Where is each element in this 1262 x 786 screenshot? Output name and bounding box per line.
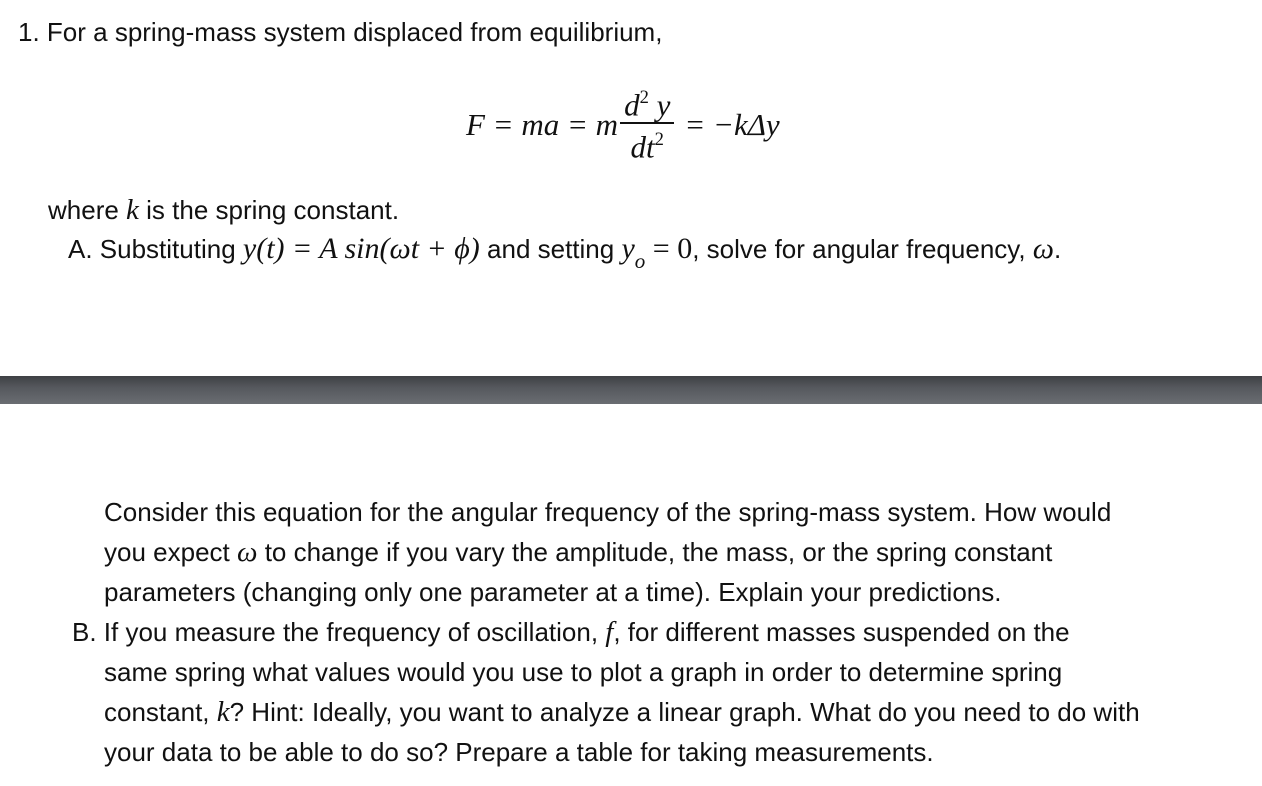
omega-symbol: ω <box>1032 232 1054 265</box>
initial-position-symbol: $y_o = 0$ <box>621 232 693 274</box>
frequency-symbol: f <box>605 616 614 648</box>
item-b-line: your data to be able to do so? Prepare a table for taking measurements. <box>104 737 934 767</box>
fraction-numerator: $d^2$ y <box>624 86 671 122</box>
question-heading: 1. For a spring-mass system displaced from equilibrium, <box>18 17 663 47</box>
consider-line: parameters (changing only one parameter at a time). Explain your predictions. <box>104 577 1002 607</box>
spring-constant-symbol: k <box>216 696 230 728</box>
item-b <box>72 612 1252 772</box>
fraction-denominator: $dt^2$ <box>630 129 664 165</box>
item-a: A. Substituting y(t) = A sin(ωt + ϕ) and setting $y_o = 0$, solve for angular frequency, ω. <box>68 232 1062 274</box>
consider-line: you expect ω to change if you vary the amplitude, the mass, or the spring constant <box>104 536 1053 568</box>
item-b-line: constant, k? Hint: Ideally, you want to analyze a linear graph. What do you need to do with <box>104 696 1140 728</box>
consider-line: Consider this equation for the angular frequency of the spring-mass system. How would <box>104 497 1112 527</box>
omega-symbol: ω <box>236 536 258 568</box>
second-derivative-fraction <box>620 82 674 165</box>
display-equation <box>466 80 780 170</box>
item-b-line: same spring what values would you use to plot a graph in order to determine spring <box>104 657 1063 687</box>
equation-rhs: = −kΔy <box>684 107 780 142</box>
spring-constant-symbol: k <box>126 194 139 226</box>
page-divider <box>0 376 1262 404</box>
consider-paragraph <box>104 492 1234 612</box>
item-b-line: B. If you measure the frequency of oscillation, f, for different masses suspended on the <box>72 616 1070 648</box>
substitution-expression: y(t) = A sin(ωt + ϕ) <box>242 232 480 265</box>
equation-lhs: F = ma = m <box>466 107 619 142</box>
where-statement: where k is the spring constant. <box>48 194 400 226</box>
